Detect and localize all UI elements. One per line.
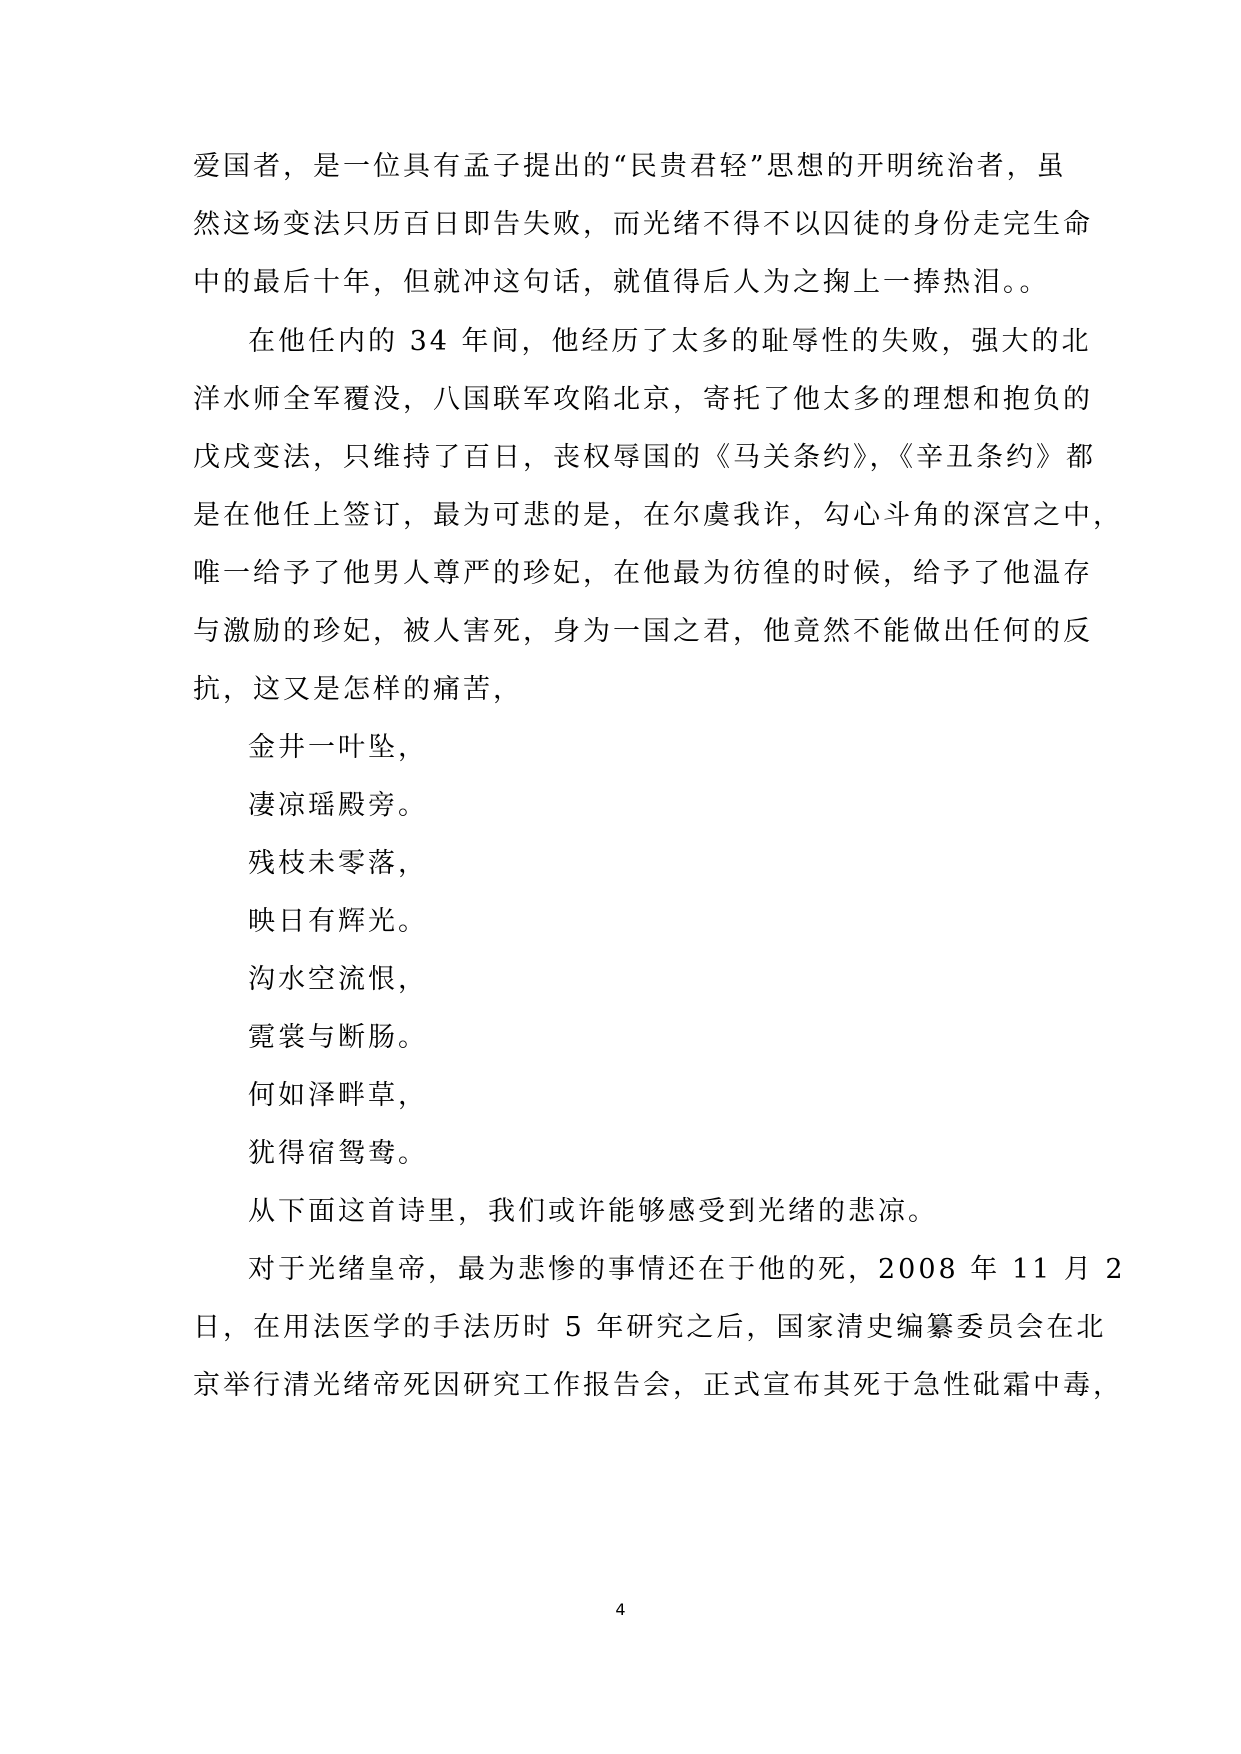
text-line: 然这场变法只历百日即告失败，而光绪不得不以囚徒的身份走完生命 [193,209,1093,240]
text-line: 洋水师全军覆没，八国联军攻陷北京，寄托了他太多的理想和抱负的 [193,384,1093,415]
poem-line: 沟水空流恨， [248,964,428,995]
text-line: 戊戌变法，只维持了百日，丧权辱国的《马关条约》，《辛丑条约》都 [193,442,1096,473]
poem-line: 映日有辉光。 [248,906,428,937]
page-number: 4 [615,1600,626,1619]
poem-line: 霓裳与断肠。 [248,1022,428,1053]
text-line: 中的最后十年，但就冲这句话，就值得后人为之掬上一捧热泪。。 [193,267,1050,298]
text-line: 在他任内的 34 年间，他经历了太多的耻辱性的失败，强大的北 [248,326,1092,357]
text-line: 爱国者，是一位具有孟子提出的“民贵君轻”思想的开明统治者，虽 [193,151,1067,182]
text-line: 对于光绪皇帝，最为悲惨的事情还在于他的死，2008 年 11 月 2 [248,1254,1126,1285]
text-line: 与激励的珍妃，被人害死，身为一国之君，他竟然不能做出任何的反 [193,616,1093,647]
poem-line: 犹得宿鸳鸯。 [248,1138,428,1169]
text-line: 抗，这又是怎样的痛苦， [193,674,523,705]
poem-line: 金井一叶坠， [248,732,428,763]
poem-line: 凄凉瑶殿旁。 [248,790,428,821]
poem-line: 何如泽畔草， [248,1080,428,1111]
text-line: 是在他任上签订，最为可悲的是，在尔虞我诈，勾心斗角的深宫之中， [193,500,1123,531]
poem-line: 残枝未零落， [248,848,428,879]
text-line: 日，在用法医学的手法历时 5 年研究之后，国家清史编纂委员会在北 [193,1312,1107,1343]
text-line: 从下面这首诗里，我们或许能够感受到光绪的悲凉。 [248,1196,938,1227]
text-line: 唯一给予了他男人尊严的珍妃，在他最为彷徨的时候，给予了他温存 [193,558,1093,589]
text-line: 京举行清光绪帝死因研究工作报告会，正式宣布其死于急性砒霜中毒， [193,1370,1123,1401]
